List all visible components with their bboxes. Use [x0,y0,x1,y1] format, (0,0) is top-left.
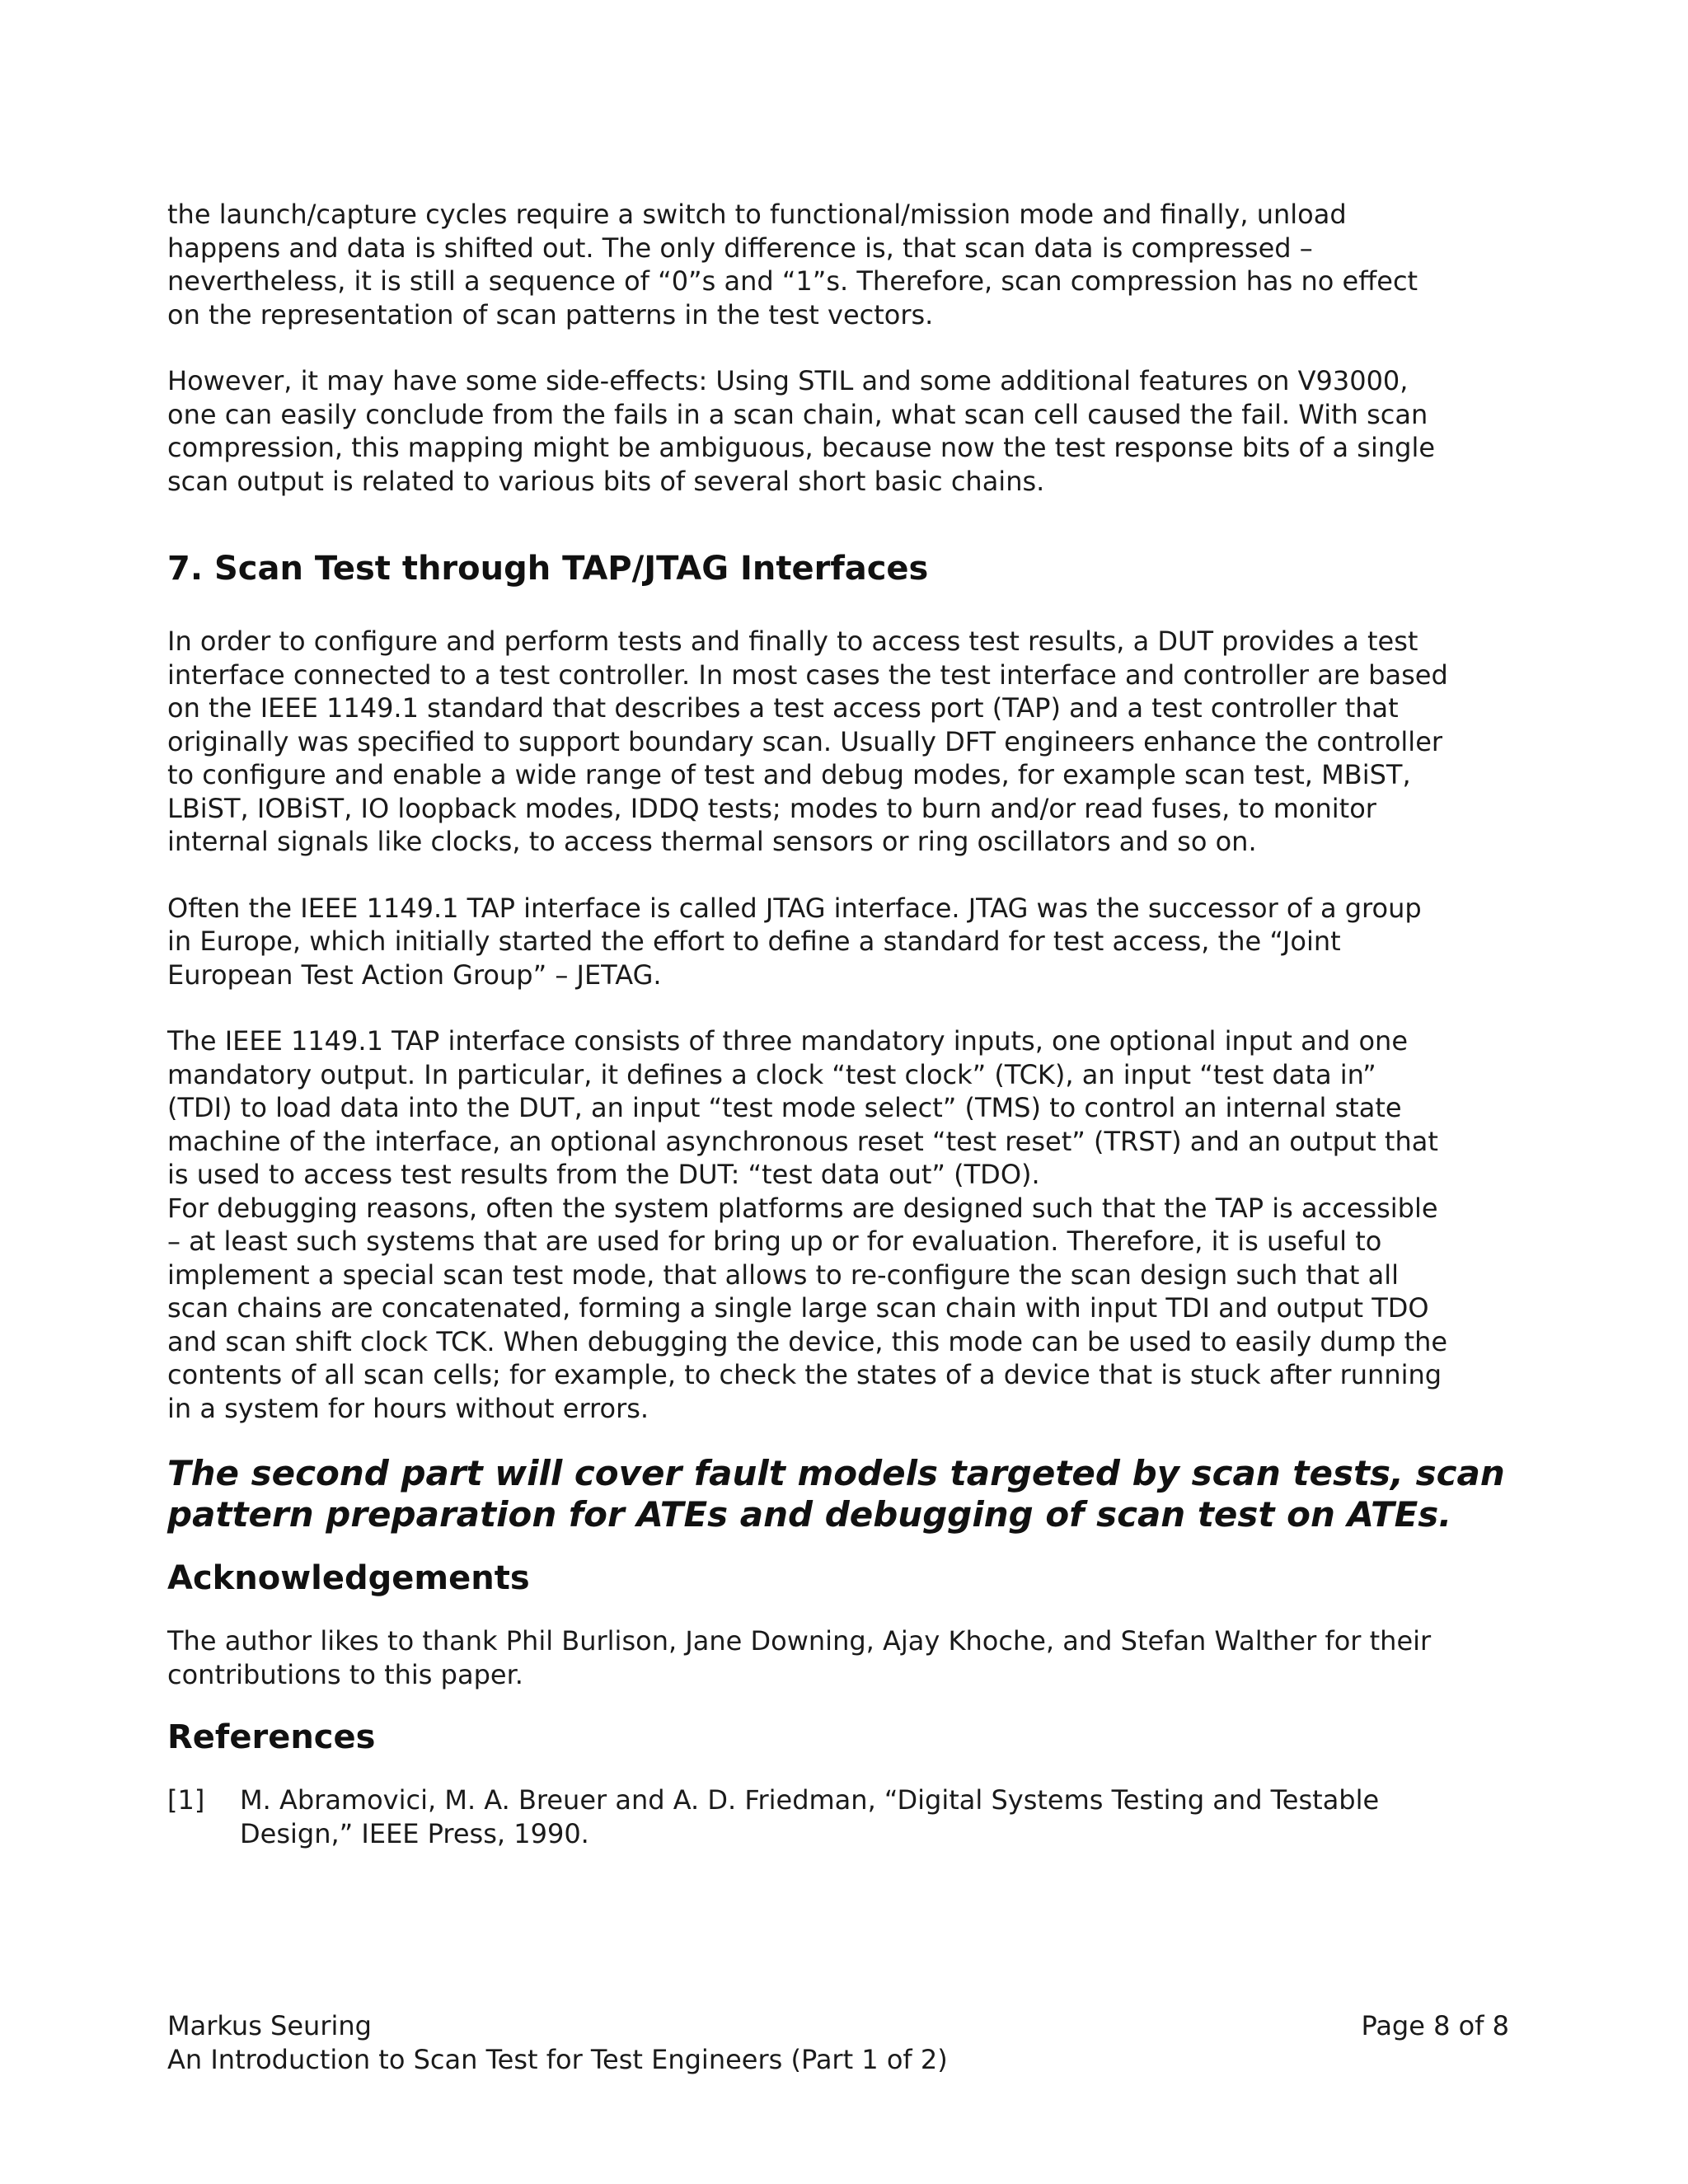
paragraph-jtag-history: Often the IEEE 1149.1 TAP interface is called JTAG interface. JTAG was the successor of a group in Europe, which initially started the effort to define a standard for test access, the “Joint European Test Action Group” – JETAG. [167,892,1422,991]
footer-author: Markus Seuring [167,2010,372,2041]
footer-title: An Introduction to Scan Test for Test Engineers (Part 1 of 2) [167,2043,948,2075]
paragraph-test-interface: In order to configure and perform tests and finally to access test results, a DUT provides a test interface connected to a test controller. In most cases the test interface and controller are based on the IEEE 1149.1 standard that describes a test access port (TAP) and a test controller that originally was specified to support boundary scan. Usually DFT engineers enhance the controller to configure and enable a wide range of test and debug modes, for example scan test, MBiST, LBiST, IOBiST, IO loopback modes, IDDQ tests; modes to burn and/or read fuses, to monitor internal signals like clocks, to access thermal sensors or ring oscillators and so on. [167,626,1448,857]
references-heading: References [167,1718,376,1756]
section-heading: 7. Scan Test through TAP/JTAG Interfaces [167,550,929,588]
page-footer [167,2009,1509,2076]
paragraph-side-effects: However, it may have some side-effects: Using STIL and some additional features on V93000, one can easily conclude from the fails in a scan chain, what scan cell caused the fail. With scan compression, this mapping might be ambiguous, because now the test response bits of a single scan output is related to various bits of several short basic chains. [167,365,1436,497]
reference-item [167,1783,1536,1850]
footer-page-number: Page 8 of 8 [1361,2010,1509,2041]
paragraph-tap-signals: The IEEE 1149.1 TAP interface consists of three mandatory inputs, one optional input and one mandatory output. In particular, it defines a clock “test clock” (TCK), an input “test data in” (TDI) to load data into the DUT, an input “test mode select” (TMS) to control an internal state machine of the interface, an optional asynchronous reset “test reset” (TRST) and an output that is used to access test results from the DUT: “test data out” (TDO). For debugging reasons, often the system platforms are designed such that the TAP is accessible – at least such systems that are used for bring up or for evaluation. Therefore, it is useful to implement a special scan test mode, that allows to re-configure the scan design such that all scan chains are concatenated, forming a single large scan chain with input TDI and output TDO and scan shift clock TCK. When debugging the device, this mode can be used to easily dump the contents of all scan cells; for example, to check the states of a device that is stuck after running in a system for hours without errors. [167,1025,1448,1424]
paragraph-scan-compression: the launch/capture cycles require a switch to functional/mission mode and finally, unload happens and data is shifted out. The only difference is, that scan data is compressed – nevertheless, it is still a sequence of “0”s and “1”s. Therefore, scan compression has no effect on the representation of scan patterns in the test vectors. [167,199,1418,330]
acknowledgements-text: The author likes to thank Phil Burlison, Jane Downing, Ajay Khoche, and Stefan Walther for their contributions to this paper. [167,1625,1432,1690]
reference-number: [1] [167,1784,205,1816]
reference-text: M. Abramovici, M. A. Breuer and A. D. Friedman, “Digital Systems Testing and Testable Design,” IEEE Press, 1990. [240,1784,1380,1849]
second-part-note: The second part will cover fault models targeted by scan tests, scan pattern preparation for ATEs and debugging of scan test on ATEs. [167,1453,1505,1535]
acknowledgements-heading: Acknowledgements [167,1559,530,1597]
page-content [167,198,1536,1850]
